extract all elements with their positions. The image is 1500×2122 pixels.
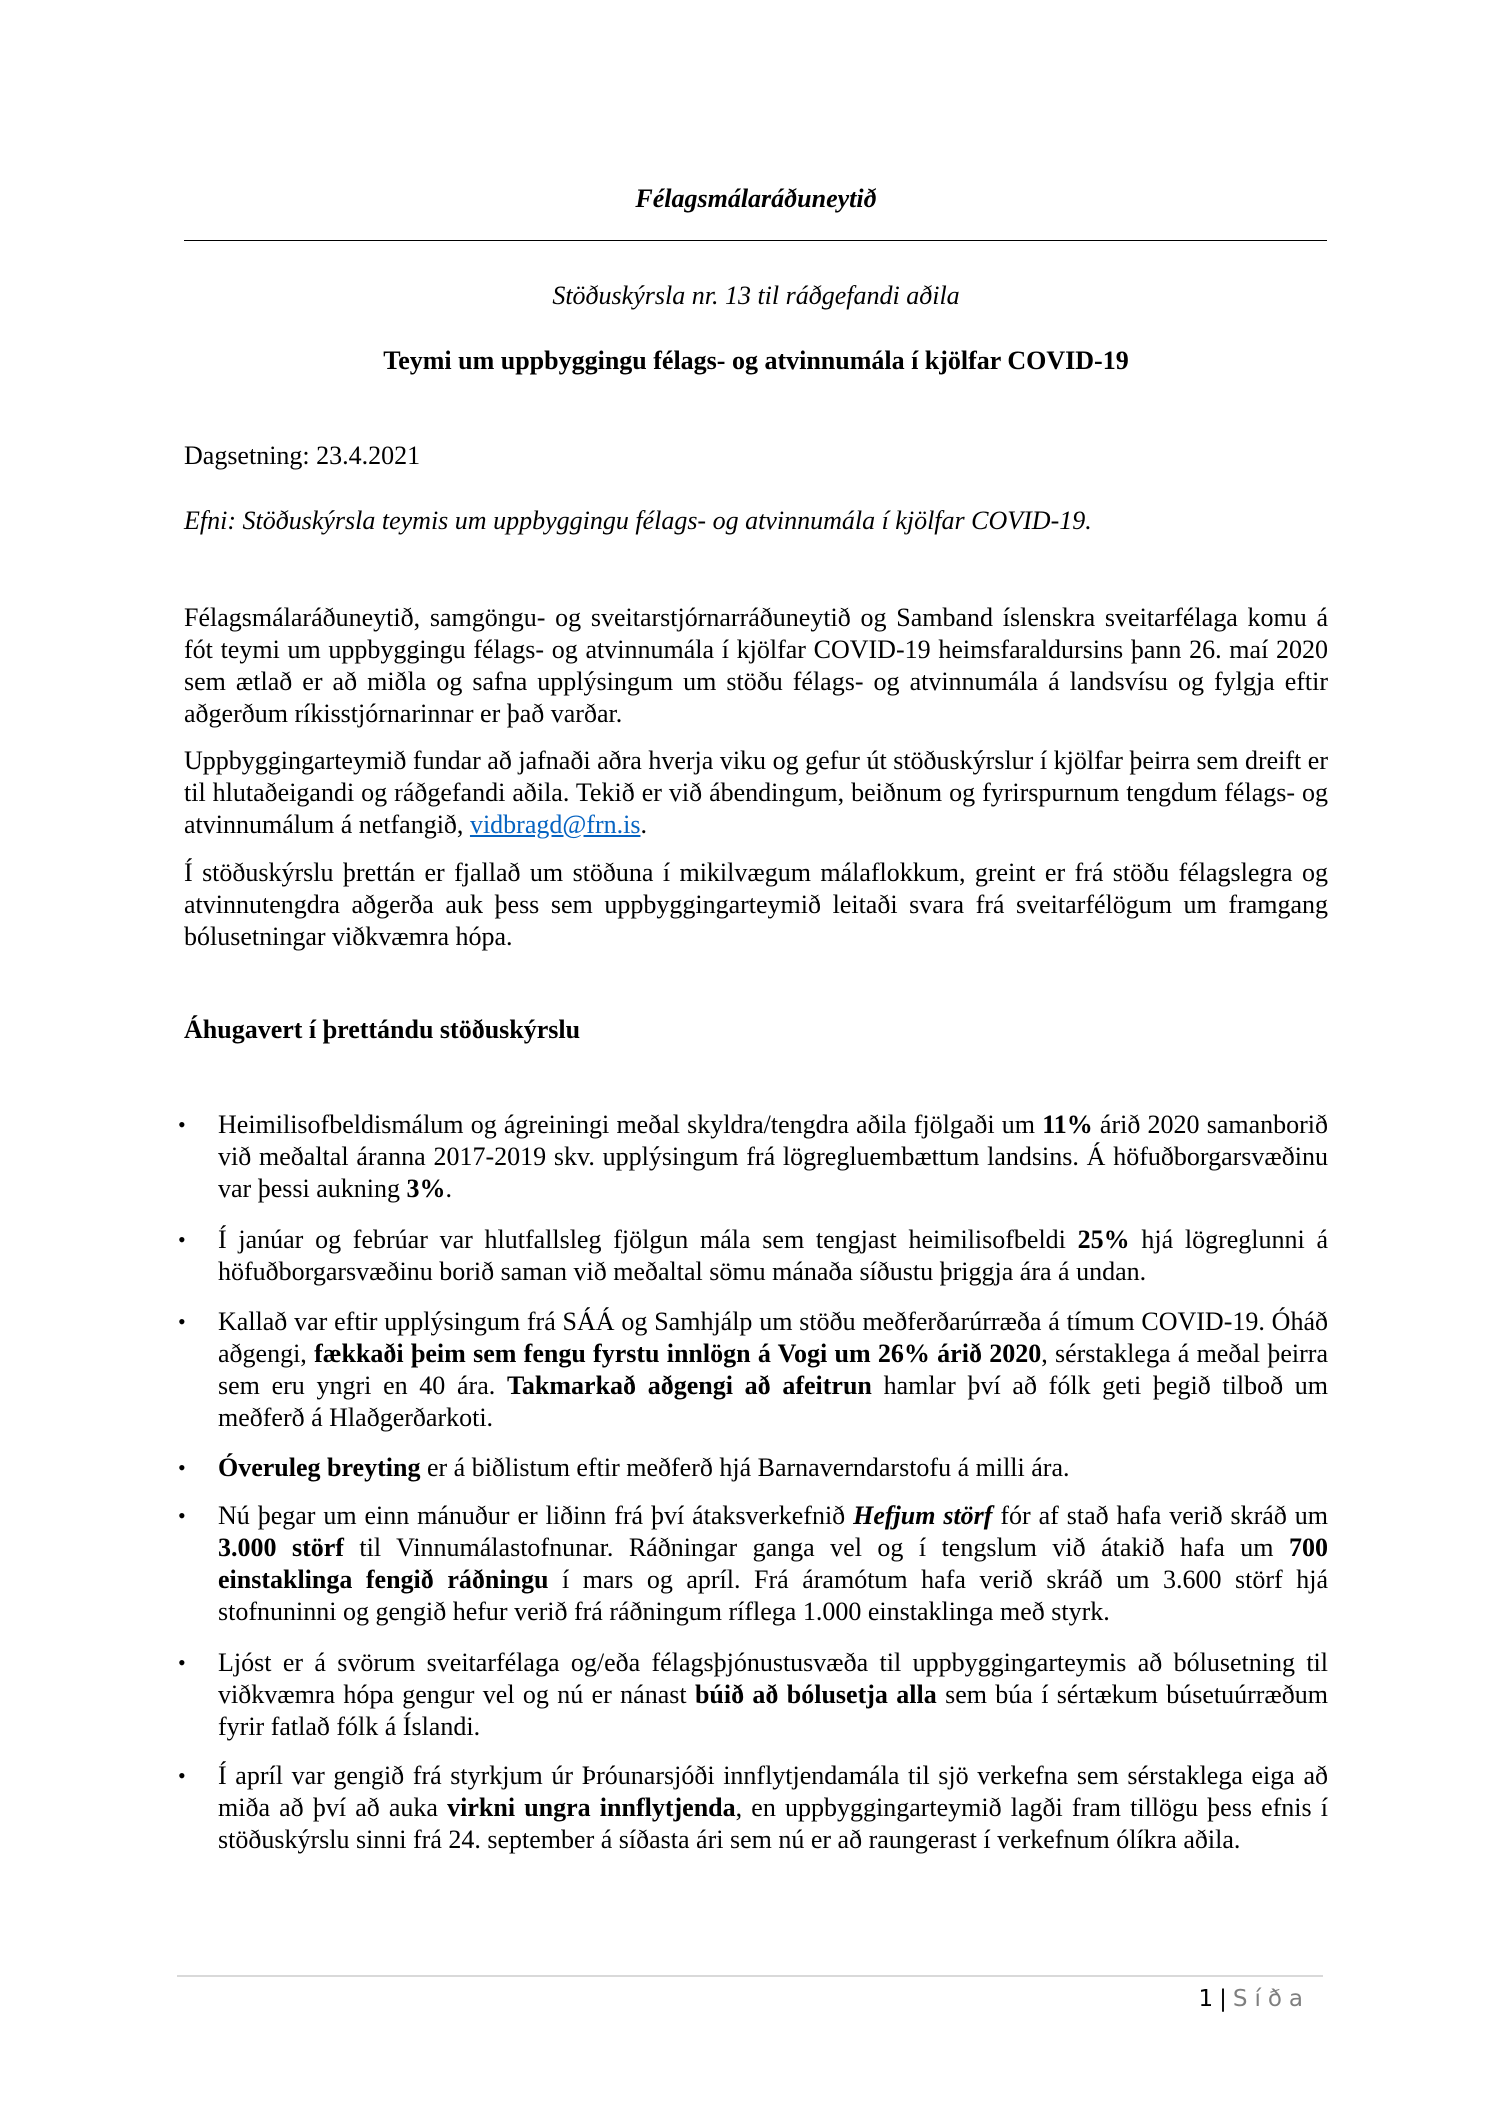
bullet-icon: •: [178, 1309, 186, 1334]
text-run: Nú þegar um einn mánuður er liðinn frá því átaksverkefnið: [218, 1501, 854, 1530]
section-heading: Áhugavert í þrettándu stöðuskýrslu: [184, 1015, 581, 1044]
text-run: hjá lögreglunni á höfuðborgarsvæðinu borið saman við meðaltal sömu mánaða síðustu þriggja ára á undan.: [218, 1225, 1328, 1286]
bold-text: fækkaði þeim sem fengu fyrstu innlögn á Vogi um 26% árið 2020: [314, 1339, 1042, 1368]
paragraph-scope: [184, 857, 1328, 953]
bullet-item: [178, 1500, 1328, 1628]
bullet-icon: •: [178, 1455, 186, 1480]
bullet-item: [178, 1306, 1328, 1434]
bold-text: búið að bólusetja alla: [694, 1680, 937, 1709]
page-footer: [1198, 1984, 1310, 2014]
bold-text: 700 einstaklinga fengið ráðningu: [218, 1533, 1328, 1594]
text-run: sem búa í sértækum búsetuúrræðum fyrir fatlað fólk á Íslandi.: [218, 1680, 1329, 1741]
text-run: Í apríl var gengið frá styrkjum úr Þróunarsjóði innflytjendamála til sjö verkefna sem sérstaklega eiga að miða að því að auka: [218, 1761, 1328, 1822]
bold-text: virkni ungra innflytjenda: [447, 1793, 736, 1822]
footer-divider: [177, 1975, 1323, 1977]
bullet-icon: •: [178, 1650, 186, 1675]
text-run: til Vinnumálastofnunar. Ráðningar ganga vel og í tengslum við átakið hafa um: [343, 1533, 1289, 1562]
bold-text: 11%: [1042, 1110, 1093, 1139]
document-title: Teymi um uppbyggingu félags- og atvinnumála í kjölfar COVID-19: [383, 346, 1129, 375]
email-link[interactable]: vidbragd@frn.is: [469, 810, 641, 839]
bullet-item: [178, 1452, 1328, 1484]
text-run: fór af stað hafa verið skráð um: [992, 1501, 1328, 1530]
ministry-header: Félagsmálaráðuneytið: [635, 184, 877, 213]
text-run: .: [640, 810, 647, 839]
bullet-item: [178, 1647, 1329, 1743]
paragraph-intro: [184, 602, 1328, 730]
page-label: Síða: [1232, 1986, 1310, 2012]
header-divider: [184, 240, 1327, 241]
bullet-icon: •: [178, 1503, 186, 1528]
bullet-icon: •: [178, 1112, 186, 1137]
text-run: .: [445, 1174, 452, 1203]
text-run: er á biðlistum eftir meðferð hjá Barnaverndarstofu á milli ára.: [420, 1453, 1070, 1482]
text-run: Heimilisofbeldismálum og ágreiningi meðal skyldra/tengdra aðila fjölgaði um: [218, 1110, 1043, 1139]
footer-separator: |: [1219, 1986, 1227, 2012]
date-line: Dagsetning: 23.4.2021: [184, 441, 421, 470]
text-run: Í janúar og febrúar var hlutfallsleg fjölgun mála sem tengjast heimilisofbeldi: [218, 1225, 1078, 1254]
text-run: Félagsmálaráðuneytið, samgöngu- og sveitarstjórnarráðuneytið og Samband íslenskra sveitarfélaga komu á fót teymi um uppbyggingu félags- og atvinnumála í kjölfar COVID-19 heimsfaraldursins þann 26. maí 2020 sem ætlað er að miðla og safna upplýsingum um stöðu félags- og atvinnumála á landsvísu og fylgja eftir aðgerðum ríkisstjórnarinnar er það varðar.: [184, 603, 1328, 728]
bold-text: Hefjum störf: [853, 1501, 993, 1530]
text-run: Kallað var eftir upplýsingum frá SÁÁ og Samhjálp um stöðu meðferðarúrræða á tímum COVID-19. Óháð aðgengi,: [218, 1307, 1328, 1368]
bullet-item: [178, 1109, 1329, 1205]
text-run: í mars og apríl. Frá áramótum hafa verið skráð um 3.600 störf hjá stofnuninni og gengið hefur verið frá ráðningum ríflega 1.000 einstaklinga með styrk.: [218, 1565, 1328, 1626]
paragraph-contact: [184, 745, 1328, 841]
bullet-item: [178, 1760, 1329, 1856]
bold-text: Takmarkað aðgengi að afeitrun: [506, 1371, 872, 1400]
bullet-item: [178, 1224, 1328, 1288]
text-run: Í stöðuskýrslu þrettán er fjallað um stöðuna í mikilvægum málaflokkum, greint er frá stöðu félagslegra og atvinnutengdra aðgerða auk þess sem uppbyggingarteymið leitaði svara frá sveitarfélögum um framgang bólusetningar viðkvæmra hópa.: [184, 858, 1328, 951]
text-run: Uppbyggingarteymið fundar að jafnaði aðra hverja viku og gefur út stöðuskýrslur í kjölfar þeirra sem dreift er til hlutaðeigandi og ráðgefandi aðila. Tekið er við ábendingum, beiðnum og fyrirspurnum tengdum félags- og atvinnumálum á netfangið,: [184, 746, 1328, 839]
bold-text: 25%: [1077, 1225, 1130, 1254]
subject-line: Efni: Stöðuskýrsla teymis um uppbyggingu félags- og atvinnumála í kjölfar COVID-19.: [184, 506, 1092, 535]
bullet-icon: •: [178, 1763, 186, 1788]
bullet-icon: •: [178, 1227, 186, 1252]
text-run: Ljóst er á svörum sveitarfélaga og/eða félagsþjónustusvæða til uppbyggingarteymis að bólusetning til viðkvæmra hópa gengur vel og nú er nánast: [218, 1648, 1328, 1709]
text-run: , sérstaklega á meðal þeirra sem eru yngri en 40 ára.: [218, 1339, 1328, 1400]
text-run: árið 2020 samanborið við meðaltal áranna 2017-2019 skv. upplýsingum frá lögregluembættum landsins. Á höfuðborgarsvæðinu var þessi aukning: [218, 1110, 1329, 1203]
bold-text: Óveruleg breyting: [218, 1453, 421, 1482]
bold-text: 3.000 störf: [218, 1533, 344, 1562]
bold-text: 3%: [406, 1174, 446, 1203]
text-run: hamlar því að fólk geti þegið tilboð um meðferð á Hlaðgerðarkoti.: [218, 1371, 1328, 1432]
page-number: 1: [1198, 1986, 1214, 2012]
text-run: , en uppbyggingarteymið lagði fram tillögu þess efnis í stöðuskýrslu sinni frá 24. september á síðasta ári sem nú er að raungerast í verkefnum ólíkra aðila.: [218, 1793, 1329, 1854]
report-number: Stöðuskýrsla nr. 13 til ráðgefandi aðila: [552, 281, 960, 310]
